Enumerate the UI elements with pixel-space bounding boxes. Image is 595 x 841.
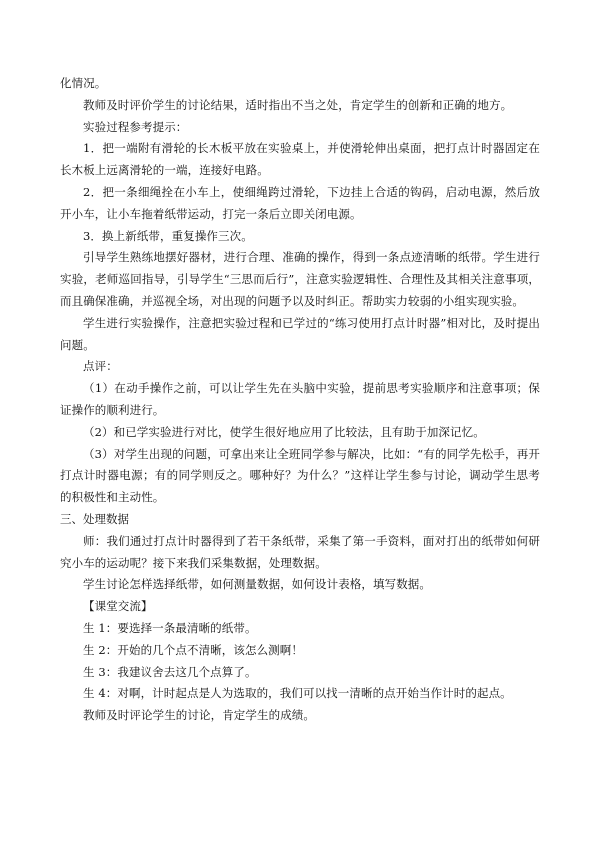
document-page xyxy=(60,73,540,727)
paragraph-student-4: 生 4：对啊，计时起点是人为选取的，我们可以找一清晰的点开始当作计时的起点。 xyxy=(83,686,512,701)
paragraph-procedure-heading: 实验过程参考提示： xyxy=(83,119,188,134)
paragraph-guidance: 引导学生熟练地摆好器材，进行合理、准确的操作，得到一条点迹清晰的纸带。学生进行实验，老师巡回指导，引导学生“三思而后行”，注意实验逻辑性、合理性及其相关注意事项，而且确保准确，并巡视全场，对出现的问题予以及时纠正。帮助实力较弱的小组实现实验。 xyxy=(60,250,540,308)
paragraph-student-1: 生 1：要选择一条最清晰的纸带。 xyxy=(83,620,257,635)
paragraph-step-1: 1．把一端附有滑轮的长木板平放在实验桌上，并使滑轮伸出桌面，把打点计时器固定在长木板上远离滑轮的一端，连接好电路。 xyxy=(60,141,540,178)
paragraph-student-discussion: 学生讨论怎样选择纸带，如何测量数据，如何设计表格，填写数据。 xyxy=(83,577,431,592)
paragraph-classroom-exchange-heading: 【课堂交流】 xyxy=(83,599,153,614)
section-heading-data-processing: 三、处理数据 xyxy=(60,511,129,526)
paragraph-continuation: 化情况。 xyxy=(60,76,107,90)
paragraph-teacher-summary: 教师及时评论学生的讨论，肯定学生的成绩。 xyxy=(83,708,315,723)
paragraph-comment-2: （2）和已学实验进行对比，使学生很好地应用了比较法，且有助于加深记忆。 xyxy=(83,424,485,439)
paragraph-comment-heading: 点评： xyxy=(83,359,118,374)
paragraph-student-2: 生 2：开始的几个点不清晰，该怎么测啊！ xyxy=(83,642,303,657)
paragraph-student-operation: 学生进行实验操作，注意把实验过程和已学过的“练习使用打点计时器”相对比，及时提出问题。 xyxy=(60,315,540,352)
paragraph-step-3: 3．换上新纸带，重复操作三次。 xyxy=(83,228,253,243)
paragraph-step-2: 2．把一条细绳拴在小车上，使细绳跨过滑轮，下边挂上合适的钩码，启动电源，然后放开小车，让小车拖着纸带运动，打完一条后立即关闭电源。 xyxy=(60,184,540,221)
paragraph-comment-3: （3）对学生出现的问题，可拿出来让全班同学参与解决，比如：“有的同学先松手，再开打点计时器电源；有的同学则反之。哪种好？为什么？”这样让学生参与讨论，调动学生思考的积极性和主动性。 xyxy=(60,446,540,505)
paragraph-comment-1: （1）在动手操作之前，可以让学生先在头脑中实验，提前思考实验顺序和注意事项；保证操作的顺利进行。 xyxy=(60,381,540,417)
paragraph-teacher-evaluation: 教师及时评价学生的讨论结果，适时指出不当之处，肯定学生的创新和正确的地方。 xyxy=(83,97,513,112)
paragraph-teacher-question: 师：我们通过打点计时器得到了若干条纸带，采集了第一手资料，面对打出的纸带如何研究小车的运动呢？接下来我们采集数据，处理数据。 xyxy=(60,533,540,570)
paragraph-student-3: 生 3：我建议舍去这几个点算了。 xyxy=(83,664,257,679)
